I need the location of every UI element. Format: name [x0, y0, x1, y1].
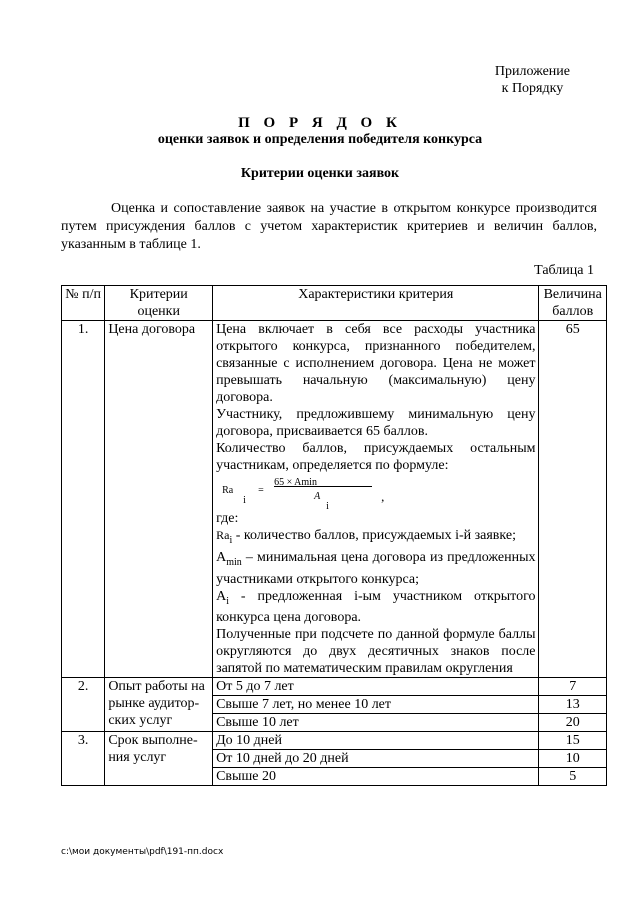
table-row — [62, 732, 607, 750]
annex-note — [495, 63, 570, 97]
document-title: П О Р Я Д О К — [238, 115, 402, 131]
formula-equals: = — [258, 485, 264, 496]
row-characteristics: От 5 до 7 лет — [213, 678, 539, 696]
row-value: 65 — [539, 321, 607, 678]
row-criteria: Срок выполне-ния услуг — [105, 732, 213, 786]
ai-symbol: A — [216, 588, 227, 604]
ai-definition — [216, 588, 535, 627]
row-value: 13 — [539, 696, 607, 714]
ra-symbol: Ra — [216, 528, 230, 542]
header-characteristics: Характеристики критерия — [213, 286, 539, 321]
row-characteristics — [213, 321, 539, 678]
row-characteristics: Свыше 20 — [213, 768, 539, 786]
table-row — [62, 678, 607, 696]
price-desc: Цена включает в себя все расходы участника открытого конкурса, признанного победителем, связанные с исполнением договора. Цена не может превышать начальную (максимальную) цену договора. — [216, 322, 536, 405]
section-title: Критерии оценки заявок — [240, 166, 400, 181]
annex-line2: к Порядку — [501, 81, 564, 96]
amin-subscript: min — [226, 556, 242, 568]
formula-numerator: 65 × Amin — [274, 477, 317, 488]
ra-description: - количество баллов, присуждаемых i-й заявке; — [235, 528, 516, 543]
row-value: 20 — [539, 714, 607, 732]
amin-symbol: A — [216, 549, 227, 565]
table-header-row — [62, 286, 607, 321]
table-row — [62, 321, 607, 678]
row-characteristics: Свыше 10 лет — [213, 714, 539, 732]
row-number: 1. — [62, 321, 105, 678]
document-subtitle: оценки заявок и определения победителя конкурса — [157, 132, 483, 147]
rounding-rule: Полученные при подсчете по данной формуле баллы округляются до двух десятичных знаков после запятой по математическим правилам округления — [216, 627, 536, 677]
row-characteristics: Свыше 7 лет, но менее 10 лет — [213, 696, 539, 714]
row-characteristics: До 10 дней — [213, 732, 539, 750]
ai-description: - предложенная i-ым участником открытого конкурса цена договора. — [216, 588, 536, 626]
intro-paragraph: Оценка и сопоставление заявок на участие в открытом конкурсе производится путем присуждения баллов с учетом характеристик критериев и величин баллов, указанным в таблице 1. — [61, 201, 597, 252]
formula-denominator-index: i — [326, 501, 329, 512]
formula-fraction-line — [274, 486, 372, 487]
header-criteria: Критерии оценки — [105, 286, 213, 321]
criteria-table — [61, 285, 607, 786]
amin-definition — [216, 549, 535, 588]
row-number: 2. — [62, 678, 105, 732]
ai-subscript: i — [226, 595, 229, 607]
row-number: 3. — [62, 732, 105, 786]
price-formula-intro: Количество баллов, присуждаемых остальным участникам, определяется по формуле: — [216, 441, 536, 473]
header-value: Величина баллов — [539, 286, 607, 321]
price-min-rule: Участнику, предложившему минимальную цену договора, присваивается 65 баллов. — [216, 407, 536, 439]
formula-ra: Ra — [222, 485, 234, 496]
table-label: Таблица 1 — [534, 263, 594, 278]
annex-line1: Приложение — [494, 64, 570, 79]
score-formula — [216, 474, 535, 510]
row-value: 7 — [539, 678, 607, 696]
row-value: 10 — [539, 750, 607, 768]
file-path-footer: c:\мои документы\pdf\191-пп.docx — [61, 847, 224, 857]
ra-subscript: i — [229, 534, 233, 546]
row-criteria: Опыт работы на рынке аудитор-ских услуг — [105, 678, 213, 732]
formula-comma: , — [381, 489, 385, 504]
amin-description: – минимальная цена договора из предложенных участниками открытого конкурса; — [216, 549, 536, 587]
row-criteria: Цена договора — [105, 321, 213, 678]
row-value: 5 — [539, 768, 607, 786]
row-value: 15 — [539, 732, 607, 750]
ra-definition — [216, 527, 535, 549]
formula-denominator: A — [314, 491, 321, 502]
row-characteristics: От 10 дней до 20 дней — [213, 750, 539, 768]
where-label: где: — [216, 511, 239, 526]
formula-ra-index: i — [243, 495, 246, 506]
header-no: № п/п — [62, 286, 105, 321]
